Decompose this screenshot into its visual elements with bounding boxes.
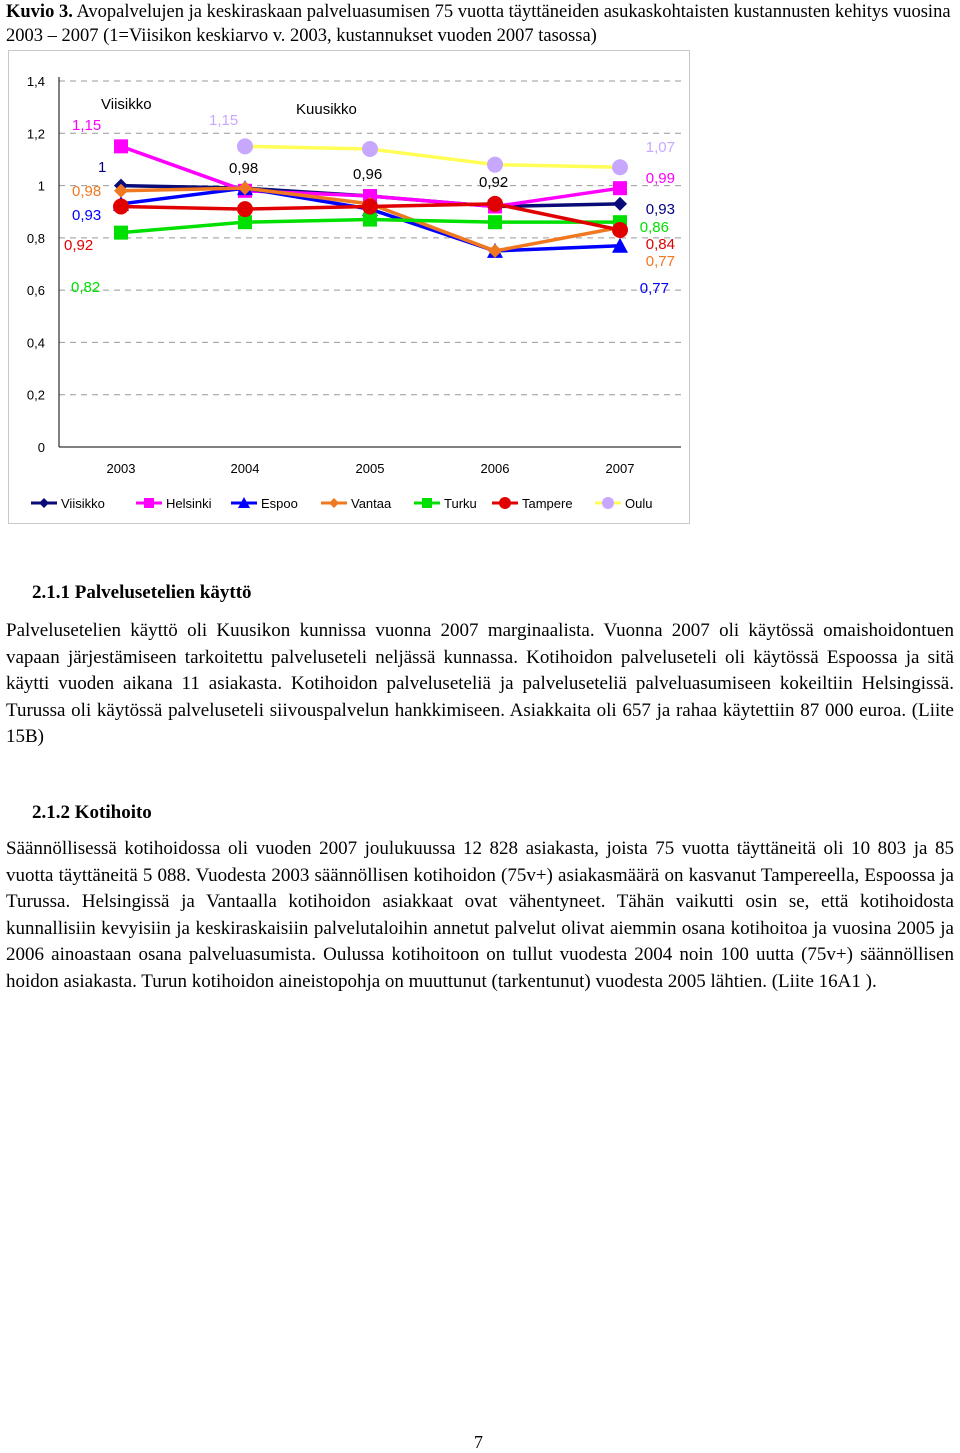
x-tick-label: 2006 [480,461,510,476]
legend-label-tampere: Tampere [522,496,573,511]
line-chart [9,51,689,523]
data-label-2007: 0,93 [645,201,675,218]
y-tick-label: 0,8 [26,230,45,246]
legend-marker-viisikko [39,498,49,508]
legend-label-viisikko: Viisikko [61,496,105,511]
y-tick-label: 1 [37,178,45,194]
legend-marker-tampere [499,497,511,509]
data-label-2007: 0,99 [645,170,675,187]
legend-marker-vantaa [329,498,339,508]
x-tick-label: 2004 [230,461,260,476]
chart-container [8,50,690,524]
legend-marker-turku [422,498,432,508]
data-point-viisikko [613,197,627,211]
data-label-2003: 1,15 [72,117,102,134]
data-point-tampere [113,198,129,214]
data-label-2007: 0,84 [645,236,675,253]
data-label-mid: 0,98 [229,160,259,177]
data-label-2003: 0,82 [71,279,101,296]
section-heading-palvelusetelit: 2.1.1 Palvelusetelien käyttö [32,582,252,603]
y-tick-label: 0 [37,440,45,455]
data-point-turku [363,213,377,227]
figure-caption-text: Avopalvelujen ja keskiraskaan palveluasumisen 75 vuotta täyttäneiden asukaskohtaisten kustannusten kehitys vuosina 2003 – 2007 (1=Viisikon keskiarvo v. 2003, kustannukset vuoden 2007 tasossa) [6,2,951,46]
data-point-oulu [237,138,253,154]
legend-label-espoo: Espoo [261,496,298,511]
data-point-tampere [487,196,503,212]
data-point-turku [238,215,252,229]
data-point-oulu [487,157,503,173]
data-point-tampere [362,198,378,214]
y-tick-label: 0,2 [26,387,45,403]
data-point-tampere [612,222,628,238]
page-number: 7 [474,1432,483,1452]
data-label-mid: 1,15 [209,112,239,129]
y-tick-label: 1,2 [26,126,45,142]
data-point-helsinki [114,139,128,153]
section-paragraph-palvelusetelit: Palvelusetelien käyttö oli Kuusikon kunnissa vuonna 2007 marginaalista. Vuonna 2007 oli käytössä omaishoidontuen vapaan järjestämiseen tarkoitettu palveluseteli neljässä kunnassa. Kotihoidon palveluseteli oli käytössä Espoossa ja sitä käytti vuoden aikana 11 asiakasta. Kotihoidon palveluseteliä ja palveluseteliä palveluasumiseen kokeiltiin Helsingissä. Turussa oli käytössä palveluseteli siivouspalvelun hankkimiseen. Asiakkaita oli 657 ja rahaa käytettiin 87 000 euroa. (Liite 15B) [6,620,954,747]
group-label-kuusikko: Kuusikko [296,101,357,118]
data-point-oulu [362,141,378,157]
data-label-2003: 0,92 [64,237,94,254]
x-tick-label: 2003 [106,461,136,476]
data-label-2007: 0,77 [639,280,669,297]
legend-marker-helsinki [144,498,154,508]
y-tick-label: 0,6 [26,283,45,299]
x-tick-label: 2007 [605,461,635,476]
series-line-oulu [245,146,620,167]
data-label-mid: 0,96 [353,166,383,183]
legend-label-turku: Turku [444,496,477,511]
data-label-2003: 0,98 [72,183,102,200]
legend-label-vantaa: Vantaa [351,496,392,511]
data-point-oulu [612,159,628,175]
data-point-tampere [237,201,253,217]
figure-caption [6,0,954,48]
y-tick-label: 1,4 [26,74,45,89]
figure-caption-label: Kuvio 3. [6,2,73,22]
legend-marker-oulu [602,497,614,509]
data-label-2003: 0,93 [72,207,102,224]
data-label-2007: 0,86 [639,219,669,236]
group-label-viisikko: Viisikko [101,96,152,113]
data-point-turku [114,226,128,240]
x-tick-label: 2005 [355,461,385,476]
data-label-2007: 0,77 [645,253,675,270]
section-paragraph-kotihoito: Säännöllisessä kotihoidossa oli vuoden 2007 joulukuussa 12 828 asiakasta, joista 75 vuotta täyttäneitä oli 10 803 ja 85 vuotta täyttäneitä 5 088. Vuodesta 2003 säännöllisen kotihoidon (75v+) asiakasmäärä on kasvanut Tampereella, Espoossa ja Turussa. Helsingissä ja Vantaalla kotihoidon asiakkaat ovat vähentyneet. Tähän vaikutti osin se, että kotihoidosta kunnallisiin kevyisiin ja keskiraskaisiin palvelutaloihin annetut palvelut olivat aiemmin osana kotihoitoa ja vuosina 2005 ja 2006 ainoastaan osana palveluasumista. Oulussa kotihoitoon on tullut vuodesta 2004 noin 100 uutta (75v+) säännöllisen hoidon asiakasta. Turun kotihoidon aineistopohja on muuttunut (tarkentunut) vuodesta 2005 lähtien. (Liite 16A1 ). [6,838,954,992]
data-label-2003: 1 [98,159,107,176]
data-point-helsinki [613,181,627,195]
data-label-mid: 0,92 [479,174,509,191]
data-point-turku [488,215,502,229]
legend-label-helsinki: Helsinki [166,496,212,511]
data-label-2007: 1,07 [645,139,675,156]
section-heading-kotihoito: 2.1.2 Kotihoito [32,802,152,823]
legend-label-oulu: Oulu [625,496,653,511]
y-tick-label: 0,4 [26,335,45,351]
